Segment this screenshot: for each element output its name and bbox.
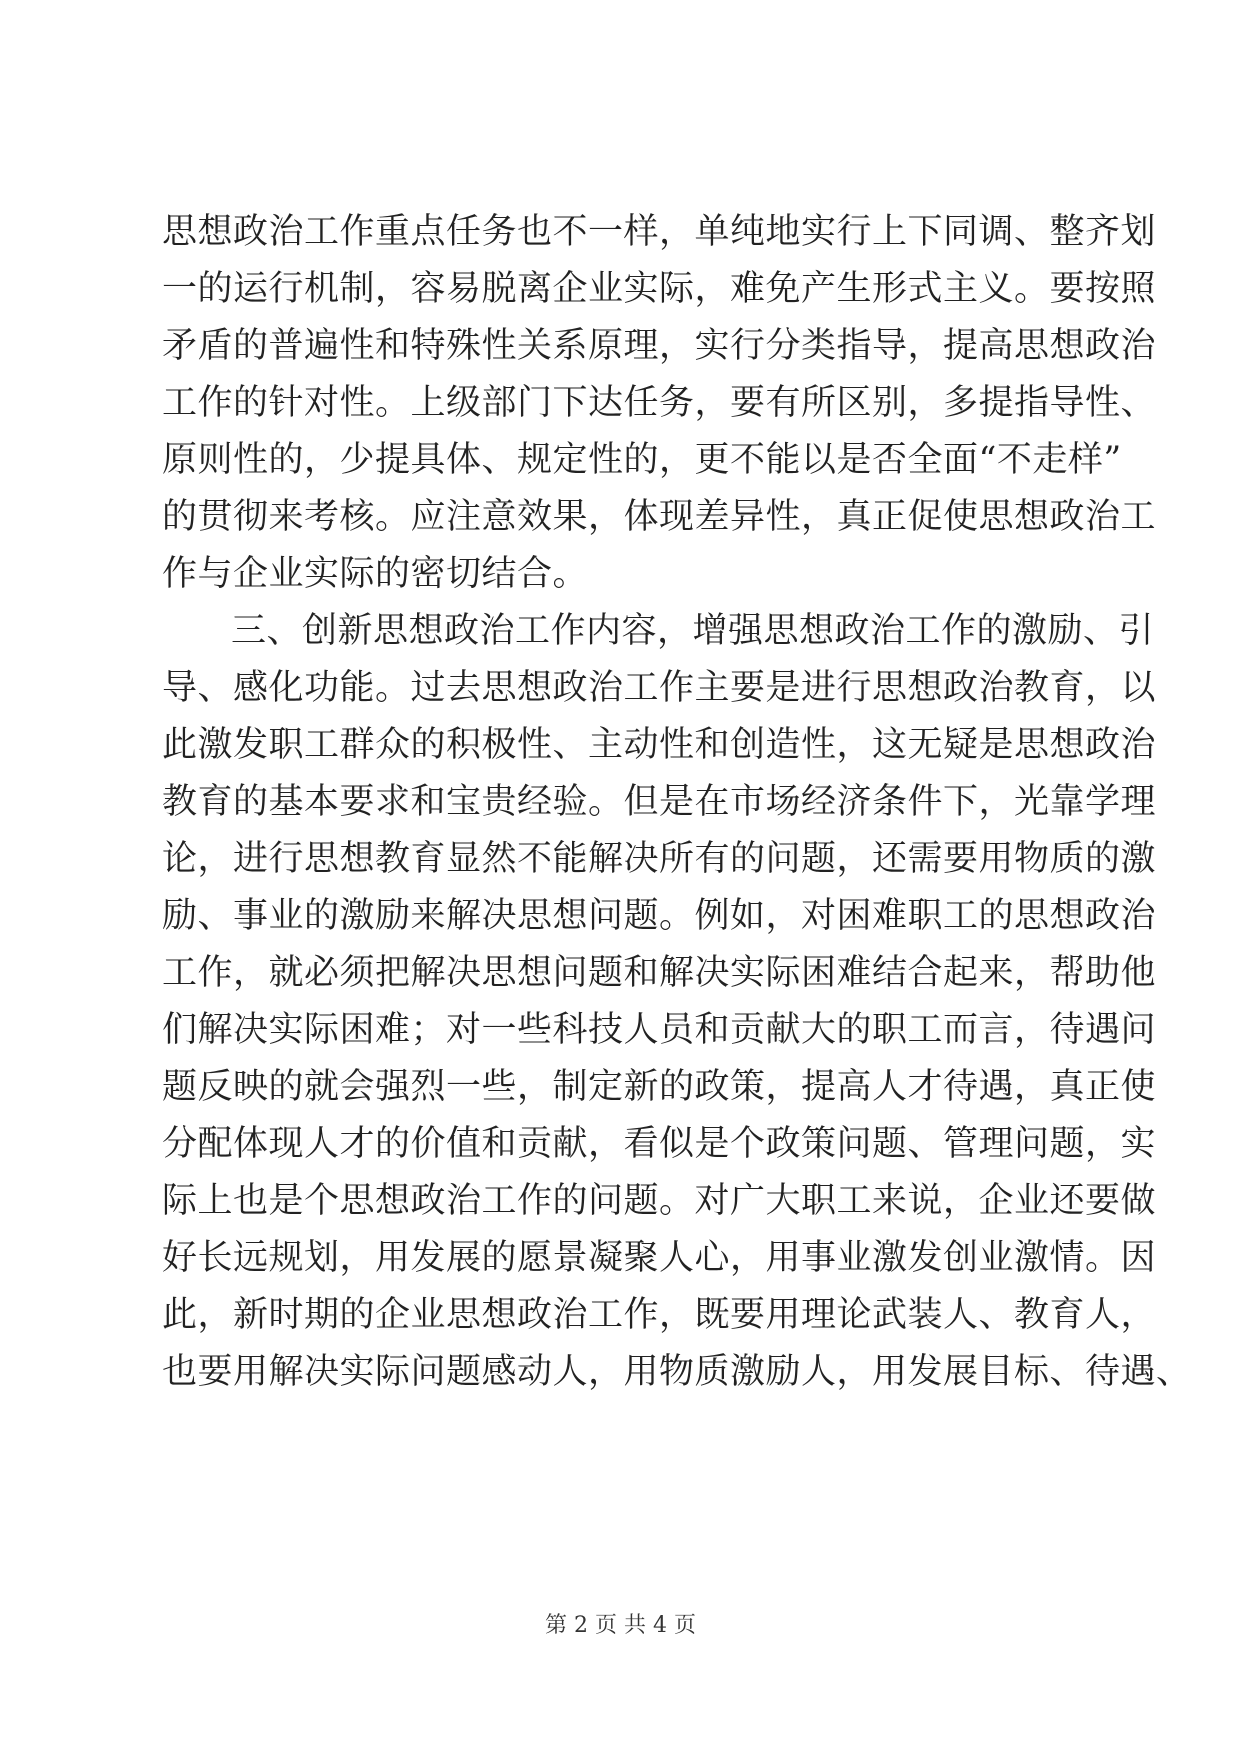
text-line: 此，新时期的企业思想政治工作，既要用理论武装人、教育人， bbox=[162, 1295, 1157, 1335]
text-line: 工作，就必须把解决思想问题和解决实际困难结合起来，帮助他 bbox=[162, 953, 1157, 993]
text-line: 际上也是个思想政治工作的问题。对广大职工来说，企业还要做 bbox=[162, 1181, 1157, 1221]
text-line: 的贯彻来考核。应注意效果，体现差异性，真正促使思想政治工 bbox=[162, 497, 1157, 537]
text-line: 此激发职工群众的积极性、主动性和创造性，这无疑是思想政治 bbox=[162, 725, 1157, 765]
text-line: 工作的针对性。上级部门下达任务，要有所区别，多提指导性、 bbox=[162, 383, 1157, 423]
text-line: 教育的基本要求和宝贵经验。但是在市场经济条件下，光靠学理 bbox=[162, 782, 1157, 822]
text-line: 们解决实际困难；对一些科技人员和贡献大的职工而言，待遇问 bbox=[162, 1010, 1157, 1050]
text-line: 矛盾的普遍性和特殊性关系原理，实行分类指导，提高思想政治 bbox=[162, 326, 1157, 366]
text-line: 分配体现人才的价值和贡献，看似是个政策问题、管理问题，实 bbox=[162, 1124, 1157, 1164]
text-line: 思想政治工作重点任务也不一样，单纯地实行上下同调、整齐划 bbox=[162, 212, 1157, 252]
text-line: 导、感化功能。过去思想政治工作主要是进行思想政治教育，以 bbox=[162, 668, 1157, 708]
paragraph-start-line: 三、创新思想政治工作内容，增强思想政治工作的激励、引 bbox=[231, 611, 1155, 651]
text-line: 题反映的就会强烈一些，制定新的政策，提高人才待遇，真正使 bbox=[162, 1067, 1157, 1107]
text-line: 好长远规划，用发展的愿景凝聚人心，用事业激发创业激情。因 bbox=[162, 1238, 1157, 1278]
text-line: 论，进行思想教育显然不能解决所有的问题，还需要用物质的激 bbox=[162, 839, 1157, 879]
text-line: 一的运行机制，容易脱离企业实际，难免产生形式主义。要按照 bbox=[162, 269, 1157, 309]
text-line: 作与企业实际的密切结合。 bbox=[162, 554, 589, 594]
text-line: 励、事业的激励来解决思想问题。例如，对困难职工的思想政治 bbox=[162, 896, 1157, 936]
page-number-footer: 第 2 页 共 4 页 bbox=[545, 1613, 696, 1638]
text-line: 原则性的，少提具体、规定性的，更不能以是否全面“不走样” bbox=[162, 440, 1122, 480]
text-line: 也要用解决实际问题感动人，用物质激励人，用发展目标、待遇、 bbox=[162, 1352, 1192, 1392]
